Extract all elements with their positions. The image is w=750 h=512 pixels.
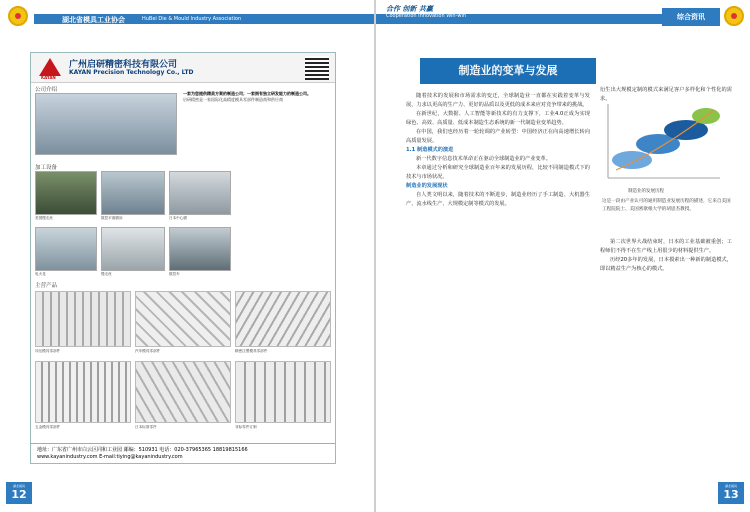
article-column-2 xyxy=(600,238,732,470)
product-caption: 精密注塑模具零部件 xyxy=(235,349,268,353)
intro-text: 启研精密是一家国际化高精度模具零部件制造商和供应商 xyxy=(183,97,283,102)
equipment-photo xyxy=(169,227,231,271)
intro-heading: 一家为您提供精美方案的制造公司；一家拥有独立研发能力的制造公司。 xyxy=(183,91,311,96)
product-photo xyxy=(235,291,331,347)
product-caption: 日本标准零件 xyxy=(135,425,157,429)
association-badge-icon xyxy=(8,6,28,26)
footer-website: www.kayanindustry.com xyxy=(37,454,98,460)
diagram-caption: 制造业的发展历程 xyxy=(628,189,664,194)
paragraph: 自人类文明以来，随着技术的不断进步，制造业经历了手工制造、大机器生产、流水线生产、大规模定制等模式的发展。 xyxy=(406,192,590,207)
section-tag: 综合资讯 xyxy=(662,8,720,26)
product-caption: 汽车模具零部件 xyxy=(135,349,161,353)
right-header xyxy=(376,0,750,30)
footer-email: E-mail:tiying@kayanindustry.com xyxy=(99,454,183,460)
kayan-logo-icon xyxy=(39,58,61,76)
paragraph: 新一代数字信息技术革命正在驱动全球制造业的产业变革。 xyxy=(416,156,551,162)
equip-caption: 美国慢走丝 xyxy=(35,216,53,220)
page-label: 湖北模具 xyxy=(12,484,25,488)
page-number-box xyxy=(6,482,32,504)
paragraph: 在新世纪，大数据、人工智能等新技术的有力支撑下，工业4.0正成为实现绿色、高效、高质量、低成本制造生态系统的新一代制造业变革趋势。 xyxy=(406,111,590,126)
page-number-box xyxy=(718,482,744,504)
equip-caption: 数控平面磨床 xyxy=(101,216,123,220)
subheading: 1.1 制造模式的演进 xyxy=(406,147,454,153)
diagram-note: 这是一段由产业认可的通用制造业发展历程的描述，它来自美国工程院院士、美国密歇根大学的胡思杰教授。 xyxy=(602,199,731,212)
company-name-cn: 广州启研精密科技有限公司 xyxy=(69,60,178,70)
right-page xyxy=(376,0,750,512)
page-label: 湖北模具 xyxy=(724,484,737,488)
product-photo xyxy=(35,291,131,347)
intro-label: 公司介绍 xyxy=(35,87,58,93)
footer-zip: 邮编：510931 xyxy=(123,447,158,453)
left-header xyxy=(0,0,374,30)
association-badge-icon xyxy=(724,6,744,26)
company-name-en: KAYAN Precision Technology Co., LTD xyxy=(69,69,194,76)
diagram-stage-ellipse xyxy=(612,151,652,169)
paragraph: 本章通过分析和研究全球制造业百年来的发展历程，比较不同制造模式下的技术与市场状况。 xyxy=(406,165,590,180)
product-photo xyxy=(135,291,231,347)
equipment-photo xyxy=(101,227,165,271)
footer-address: 地址：广东省广州市白云区同和工业园 xyxy=(37,447,123,453)
equipment-photo xyxy=(35,171,97,215)
paragraph: 历经20多年的发展，日本摸索出一种新的制造模式，即以精益生产为核心的模式。 xyxy=(600,257,732,272)
company-intro xyxy=(183,91,333,103)
equip-caption: 日本中心磨 xyxy=(169,216,187,220)
equipment-photo xyxy=(101,171,165,215)
column-2-intro: 衍生出大规模定制的模式来满足客户多样化和个性化的需求。 xyxy=(600,87,732,102)
equip-label: 加工设备 xyxy=(35,165,58,171)
factory-photo xyxy=(35,93,177,155)
paragraph: 随着技术的发展和市场需求的变迁，全球制造业一直都在实践着变革与发展，力求以更高的生产力、更好的品质以及更低的成本来应对竞争带来的挑战。 xyxy=(406,93,590,108)
ad-header xyxy=(31,53,335,83)
product-caption: 五金模具零部件 xyxy=(35,425,61,429)
manufacturing-evolution-diagram xyxy=(602,100,726,184)
product-caption: 冲压模具零部件 xyxy=(35,349,61,353)
slogan: 合作 创新 共赢 xyxy=(386,5,433,13)
logo-text: KAYAN xyxy=(41,75,56,80)
equip-caption: 数控车 xyxy=(169,272,180,276)
left-page xyxy=(0,0,374,512)
footer-contact-line xyxy=(37,446,248,453)
ad-footer xyxy=(31,443,335,463)
equipment-photo xyxy=(35,227,97,271)
qr-code-icon xyxy=(305,56,329,80)
page-number: 12 xyxy=(11,488,27,501)
association-subtitle: HuBei Die & Mould Industry Association xyxy=(142,16,242,22)
footer-web-line xyxy=(37,454,183,460)
product-caption: 非标零件订制 xyxy=(235,425,257,429)
subheading: 制造业的发展现状 xyxy=(406,183,448,189)
equip-caption: 电火花 xyxy=(35,272,46,276)
slogan-en: Cooperation Innovation Win-win xyxy=(386,13,467,19)
advertisement xyxy=(30,52,336,464)
association-title: 湖北省模具工业协会 xyxy=(62,16,125,24)
product-photo xyxy=(235,361,331,423)
article-title: 制造业的变革与发展 xyxy=(420,58,596,84)
page-number: 13 xyxy=(723,488,739,501)
article-column-1 xyxy=(406,92,590,470)
paragraph: 在中国，我们也经历着一轮轮调的产业转型：中国经济正在向高速增长转向高质量发展。 xyxy=(406,129,590,144)
product-photo xyxy=(135,361,231,423)
footer-phone: 电话：020-37965365 18819815166 xyxy=(159,447,248,453)
products-label: 主营产品 xyxy=(35,283,58,289)
paragraph: 第二次世界大战结束时，日本的工业基础被重创；工程师们不得不在生产线上用很少的材料提供生产。 xyxy=(600,239,732,254)
equip-caption: 慢走丝 xyxy=(101,272,112,276)
equipment-photo xyxy=(169,171,231,215)
product-photo xyxy=(35,361,131,423)
